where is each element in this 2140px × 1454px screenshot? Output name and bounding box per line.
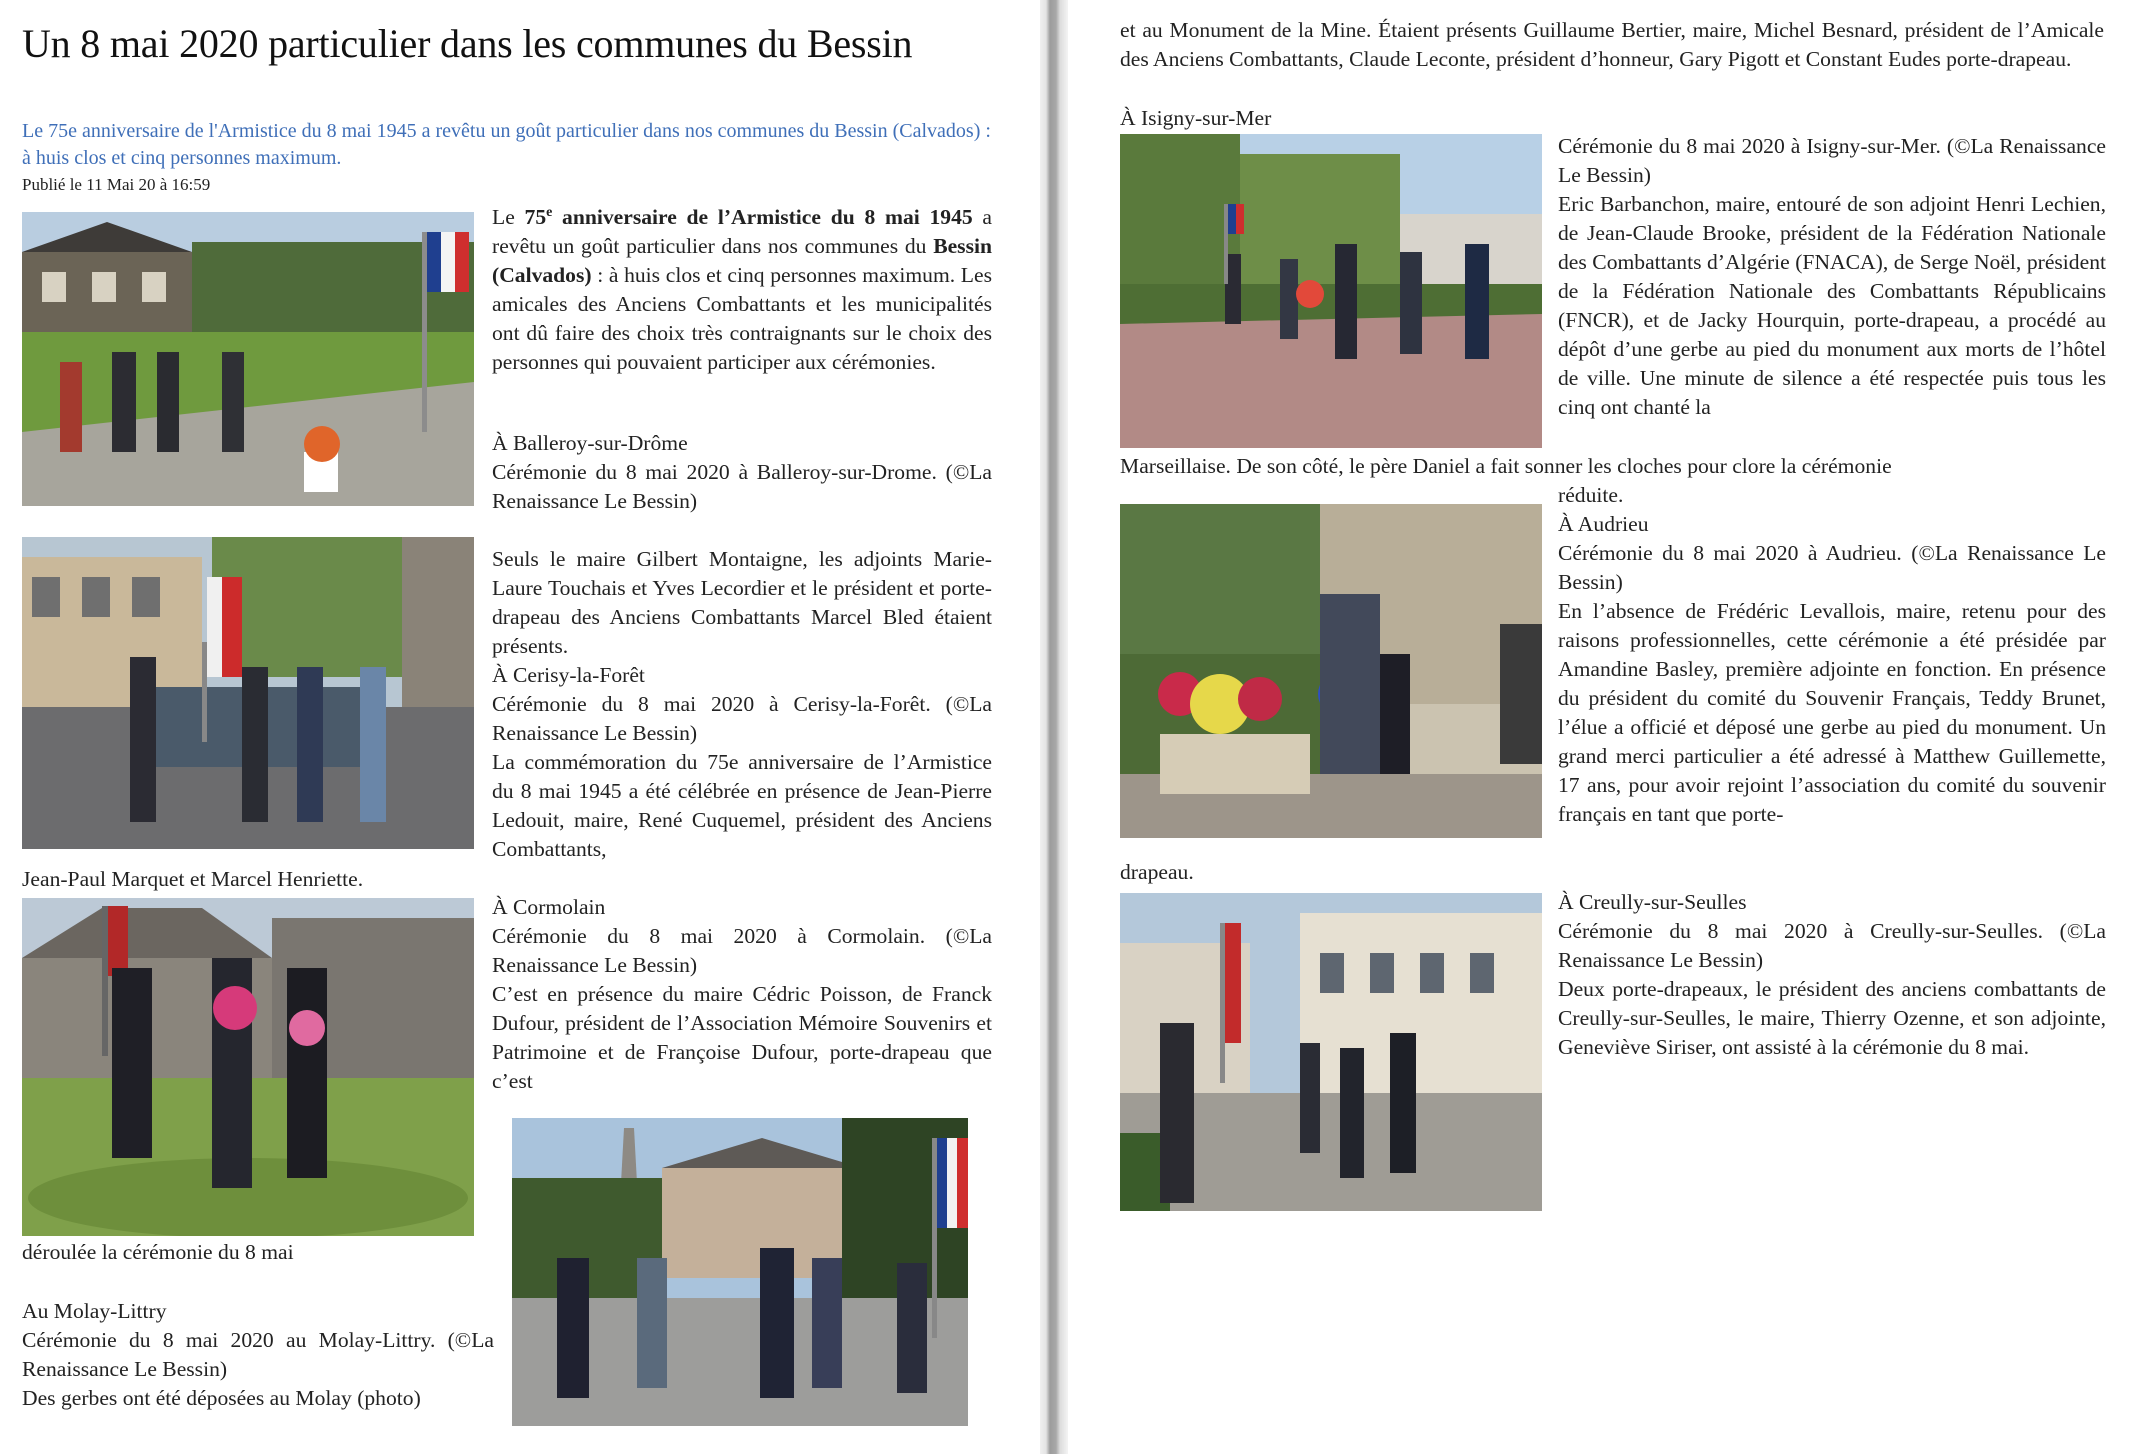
body-cormolain: C’est en présence du maire Cédric Poisson, de Franck Dufour, président de l’Association Mémoire Souvenirs et Patrimoine et de Françoise Dufour, porte-drapeau que c’est [492,982,992,1093]
body-cormolain-cont: déroulée la cérémonie du 8 mai [22,1240,294,1264]
photo-isigny [1120,134,1542,448]
article-title: Un 8 mai 2020 particulier dans les communes du Bessin [22,21,913,66]
heading-cerisy: À Cerisy-la-Forêt [492,663,645,687]
intro-paragraph [492,198,992,377]
body-audrieu-cont: drapeau. [1120,860,1194,884]
caption-cerisy: Cérémonie du 8 mai 2020 à Cerisy-la-Forêt. (©La Renaissance Le Bessin) [492,692,992,745]
caption-audrieu: Cérémonie du 8 mai 2020 à Audrieu. (©La Renaissance Le Bessin) [1558,541,2106,594]
heading-cormolain: À Cormolain [492,895,606,919]
intro-sup: e [546,205,553,220]
photo-audrieu [1120,504,1542,838]
heading-audrieu: À Audrieu [1558,512,1649,536]
body-cerisy: La commémoration du 75e anniversaire de l’Armistice du 8 mai 1945 a été célébrée en présence de Jean-Pierre Ledouit, maire, René Cuquemel, président des Anciens Combattants, [492,750,992,861]
body-isigny-cont: Marseillaise. De son côté, le père Daniel a fait sonner les cloches pour clore la cérémonie [1120,454,1892,478]
caption-isigny: Cérémonie du 8 mai 2020 à Isigny-sur-Mer. (©La Renaissance Le Bessin) [1558,134,2106,187]
caption-balleroy: Cérémonie du 8 mai 2020 à Balleroy-sur-Drome. (©La Renaissance Le Bessin) [492,460,992,513]
photo-cormolain [22,898,474,1236]
publish-date: Publié le 11 Mai 20 à 16:59 [22,175,211,194]
photo-creully [1120,893,1542,1211]
caption-molay: Cérémonie du 8 mai 2020 au Molay-Littry. (©La Renaissance Le Bessin) [22,1328,494,1381]
heading-molay: Au Molay-Littry [22,1299,167,1323]
body-isigny: Eric Barbanchon, maire, entouré de son adjoint Henri Lechien, de Jean-Claude Brooke, président de la Fédération Nationale des Combattants d’Algérie (FNACA), de Serge Noël, président de la Fédération Nationale des Combattants Républicains (FNCR), et de Jacky Hourquin, porte-drapeau, a procédé au dépôt d’une gerbe au pied du monument aux morts de l’hôtel de ville. Une minute de silence a été respectée puis tous les cinq ont chanté la [1558,192,2106,419]
photo-molay [512,1118,968,1426]
heading-balleroy: À Balleroy-sur-Drôme [492,431,688,455]
heading-creully: À Creully-sur-Seulles [1558,890,1747,914]
photo-cerisy [22,537,474,849]
intro-bold: Bessin (Calvados) [492,234,992,288]
photo-balleroy [22,212,474,506]
body-creully: Deux porte-drapeaux, le président des anciens combattants de Creully-sur-Seulles, le maire, Thierry Ozenne, et son adjointe, Geneviève Siriser, ont assisté à la cérémonie du 8 mai. [1558,977,2106,1059]
right-page [1068,0,2140,1454]
page-gutter [1040,0,1068,1454]
left-page [0,0,1040,1454]
body-isigny-cont2: réduite. [1558,483,1624,507]
intro-text: a revêtu un goût particulier dans nos communes du [492,205,992,259]
intro-bold: 75 [524,205,547,230]
body-balleroy: Seuls le maire Gilbert Montaigne, les adjoints Marie-Laure Touchais et Yves Lecordier et le président et porte-drapeau des Anciens Combattants Marcel Bled étaient présents. [492,547,992,658]
article-subtitle: Le 75e anniversaire de l'Armistice du 8 mai 1945 a revêtu un goût particulier dans nos communes du Bessin (Calvados) : à huis clos et cinq personnes maximum. [22,120,991,169]
body-molay-cont: et au Monument de la Mine. Étaient présents Guillaume Bertier, maire, Michel Besnard, président de l’Amicale des Anciens Combattants, Claude Leconte, président d’honneur, Gary Pigott et Constant Eudes porte-drapeau. [1120,18,2104,71]
body-molay: Des gerbes ont été déposées au Molay (photo) [22,1386,421,1410]
heading-isigny: À Isigny-sur-Mer [1120,106,1272,130]
body-audrieu: En l’absence de Frédéric Levallois, maire, retenu pour des raisons professionnelles, cette cérémonie a été présidée par Amandine Basley, première adjointe en fonction. En présence du président du comité du Souvenir Français, Teddy Brunet, l’élue a officié et déposé une gerbe au pied du monument. Un grand merci particulier a été adressé à Matthew Guillemette, 17 ans, pour avoir rejoint l’association du comité du souvenir français en tant que porte- [1558,599,2106,826]
intro-lead: Le [492,205,525,230]
caption-cormolain: Cérémonie du 8 mai 2020 à Cormolain. (©La Renaissance Le Bessin) [492,924,992,977]
body-cerisy-cont: Jean-Paul Marquet et Marcel Henriette. [22,867,364,891]
caption-creully: Cérémonie du 8 mai 2020 à Creully-sur-Seulles. (©La Renaissance Le Bessin) [1558,919,2106,972]
intro-text: : à huis clos et cinq personnes maximum. Les amicales des Anciens Combattants et les municipalités ont dû faire des choix très contraignants sur le choix des personnes qui pouvaient participer aux cérémonies. [492,263,992,375]
intro-bold: anniversaire de l’Armistice du 8 mai 1945 [552,205,973,230]
